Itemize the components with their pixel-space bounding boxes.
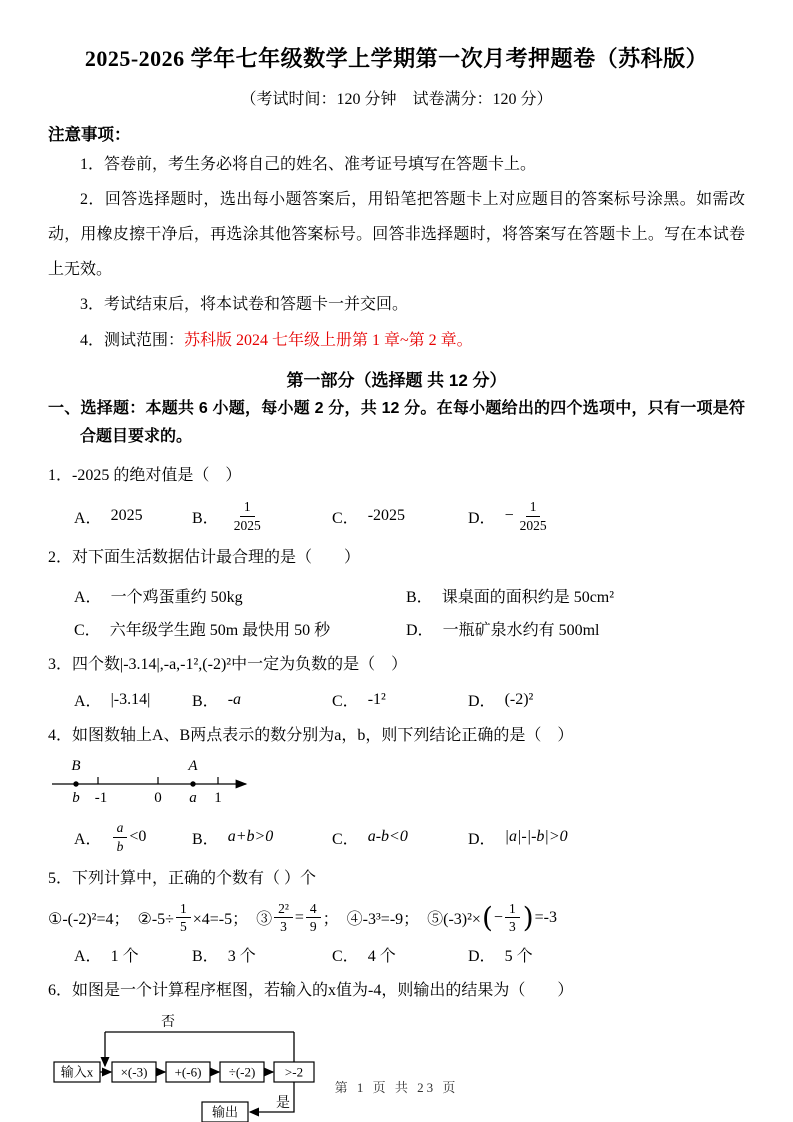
q3-stem: 3．四个数|-3.14|,-a,-1²,(-2)²中一定为负数的是（ ）: [48, 655, 408, 673]
fraction-denominator: 2025: [519, 517, 547, 533]
q1-option-b: [192, 499, 332, 533]
option-label-d: D．: [468, 693, 496, 711]
q3-option-b: [192, 688, 332, 711]
option-label-d: D．: [406, 621, 434, 639]
notice-item-3: 3．考试结束后，将本试卷和答题卡一并交回。: [80, 296, 409, 314]
point-B-dot: [73, 782, 78, 787]
notice-item-4-prefix: 4．测试范围：: [80, 331, 185, 349]
calc-segment: ×4=-5； ③: [192, 911, 273, 929]
q6-stem: 6．如图是一个计算程序框图，若输入的x值为-4，则输出的结果为（ ）: [48, 981, 574, 999]
fraction-denominator: b: [116, 838, 124, 854]
q3-option-d: [468, 688, 533, 711]
option-label-a: A．: [74, 693, 102, 711]
calc-segment: =-3: [534, 908, 557, 926]
fraction-numerator: 1: [505, 901, 520, 919]
label-neg1: -1: [94, 790, 108, 807]
option-text: -2025: [367, 507, 406, 525]
option-text: (-2)²: [504, 690, 534, 708]
option-text: a-b<0: [367, 828, 408, 846]
q5-option-a: [74, 943, 192, 966]
label-one: 1: [214, 790, 222, 807]
option-text: 3 个: [227, 947, 256, 965]
flow-step2-text: +(-6): [174, 1064, 202, 1080]
minus-sign: −: [504, 507, 514, 525]
option-text: -a: [227, 690, 242, 708]
label-b: b: [72, 790, 80, 807]
fraction: [505, 901, 520, 935]
option-label-c: C．: [332, 693, 359, 711]
calc-segment: =: [294, 908, 304, 926]
option-text: 课桌面的面积约是 50cm²: [441, 588, 615, 606]
page-title: 2025-2026 学年七年级数学上学期第一次月考押题卷（苏科版）: [84, 46, 709, 71]
q1-option-d: [468, 499, 553, 533]
page-footer: 第 1 页 共 23 页: [334, 1080, 459, 1095]
notice-item-2: 2．回答选择题时，选出每小题答案后，用铅笔把答题卡上对应题目的答案标号涂黑。如需改动，用橡皮擦干净后，再选涂其他答案标号。回答非选择题时，将答案写在答题卡上。写在本试卷上无效。: [48, 190, 745, 279]
fraction-denominator: 5: [179, 919, 187, 935]
option-label-a: A．: [74, 947, 102, 965]
flow-step1-text: ×(-3): [120, 1064, 148, 1080]
option-label-b: B．: [192, 693, 219, 711]
q3-option-a: [74, 688, 192, 711]
fraction-numerator: 1: [176, 901, 191, 919]
option-label-a: A．: [74, 830, 102, 848]
q5-option-b: [192, 943, 332, 966]
fraction: [274, 901, 293, 935]
q5-option-d: [468, 943, 533, 966]
fraction: [306, 901, 321, 935]
question-5: [48, 864, 745, 965]
option-label-b: B．: [192, 509, 219, 527]
q2-options-row-2: [74, 617, 745, 640]
calc-segment: ①-(-2)²=4； ②-5÷: [48, 911, 174, 929]
question-3: [48, 650, 745, 711]
flow-condition-text: >-2: [284, 1064, 304, 1080]
q4-option-d: [468, 826, 568, 849]
q5-option-c: [332, 943, 468, 966]
label-zero: 0: [154, 790, 162, 807]
q1-stem: 1．-2025 的绝对值是（ ）: [48, 466, 242, 484]
right-paren: ): [522, 900, 534, 934]
q2-option-d: [406, 617, 599, 640]
option-text: |a|-|-b|>0: [504, 828, 568, 846]
exam-time-score-info: （考试时间：120 分钟 试卷满分：120 分）: [240, 90, 553, 108]
option-label-c: C．: [332, 830, 359, 848]
fraction-numerator: 4: [306, 901, 321, 919]
fraction-denominator: 9: [309, 919, 317, 935]
fraction: [230, 499, 265, 533]
option-label-d: D．: [468, 830, 496, 848]
fraction: [516, 499, 551, 533]
option-text: a+b>0: [227, 828, 274, 846]
label-B: B: [71, 758, 81, 775]
question-1: [48, 461, 745, 533]
q2-stem: 2．对下面生活数据估计最合理的是（ ）: [48, 549, 361, 567]
option-label-a: A．: [74, 509, 102, 527]
option-label-b: B．: [406, 588, 433, 606]
notice-item-4: [48, 323, 745, 358]
point-A-dot: [190, 782, 195, 787]
flow-input-text: 输入x: [60, 1064, 94, 1080]
q1-option-c: [332, 505, 468, 528]
part1-header: 第一部分（选择题 共 12 分）: [286, 370, 507, 390]
number-line-figure: [48, 757, 263, 807]
fraction-denominator: 3: [508, 919, 516, 935]
option-label-d: D．: [468, 509, 496, 527]
test-scope-highlight: 苏科版 2024 七年级上册第 1 章~第 2 章。: [184, 331, 473, 349]
minus-sign: −: [493, 908, 503, 926]
q2-option-c: [74, 617, 406, 640]
fraction-numerator: 1: [240, 499, 255, 517]
notice-heading: 注意事项：: [48, 125, 131, 144]
fraction-denominator: 2025: [233, 517, 261, 533]
q4-option-a: [74, 820, 192, 854]
option-label-d: D．: [468, 947, 496, 965]
q2-option-a: [74, 584, 406, 607]
option-text: 4 个: [367, 947, 396, 965]
option-text: -1²: [367, 690, 386, 708]
option-label-c: C．: [332, 947, 359, 965]
q4-options: [74, 820, 745, 854]
fraction-numerator: 2²: [274, 901, 293, 919]
flow-no-label: 否: [161, 1015, 175, 1031]
q1-options: [74, 499, 745, 533]
q1-option-a: [74, 505, 192, 528]
option-text: 2025: [110, 507, 143, 525]
flow-yes-label: 是: [276, 1096, 290, 1112]
q4-option-b: [192, 826, 332, 849]
q5-stem: 5．下列计算中，正确的个数有（ ）个: [48, 870, 317, 888]
q2-option-b: [406, 584, 614, 607]
q5-options: [74, 943, 745, 966]
option-text: 一瓶矿泉水约有 500ml: [442, 621, 600, 639]
fraction-numerator: 1: [526, 499, 541, 517]
option-text: |-3.14|: [110, 690, 151, 708]
option-label-a: A．: [74, 588, 102, 606]
option-text: <0: [129, 828, 147, 846]
left-paren: (: [481, 900, 493, 934]
option-label-b: B．: [192, 947, 219, 965]
question-6: [48, 976, 745, 1122]
fraction: [176, 901, 191, 935]
fraction-numerator: a: [113, 820, 128, 838]
fraction: [113, 820, 128, 854]
calc-segment: ； ④-3³=-9； ⑤(-3)²×: [322, 911, 481, 929]
question-2: [48, 543, 745, 639]
q4-stem: 4．如图数轴上A、B两点表示的数分别为a，b，则下列结论正确的是（ ）: [48, 727, 574, 745]
flowchart-figure: [52, 1012, 374, 1122]
q4-option-c: [332, 826, 468, 849]
label-A: A: [188, 758, 198, 775]
question-4: [48, 721, 745, 854]
q5-calculations: [48, 901, 745, 935]
notice-item-1: 1．答卷前，考生务必将自己的姓名、准考证号填写在答题卡上。: [80, 155, 537, 173]
option-text: 5 个: [504, 947, 533, 965]
q3-options: [74, 688, 745, 711]
option-label-c: C．: [332, 509, 359, 527]
section-one-intro: 一、选择题：本题共 6 小题，每小题 2 分，共 12 分。在每小题给出的四个选项中，只有一项是符合题目要求的。: [48, 399, 745, 445]
option-text: 1 个: [110, 947, 139, 965]
option-label-b: B．: [192, 830, 219, 848]
flow-output-text: 输出: [211, 1104, 239, 1120]
flow-step3-text: ÷(-2): [228, 1064, 256, 1080]
option-text: 六年级学生跑 50m 最快用 50 秒: [109, 621, 331, 639]
q2-options-row-1: [74, 584, 745, 607]
q3-option-c: [332, 688, 468, 711]
label-a: a: [189, 790, 197, 807]
fraction-denominator: 3: [280, 919, 287, 935]
option-label-c: C．: [74, 621, 101, 639]
option-text: 一个鸡蛋重约 50kg: [110, 588, 243, 606]
